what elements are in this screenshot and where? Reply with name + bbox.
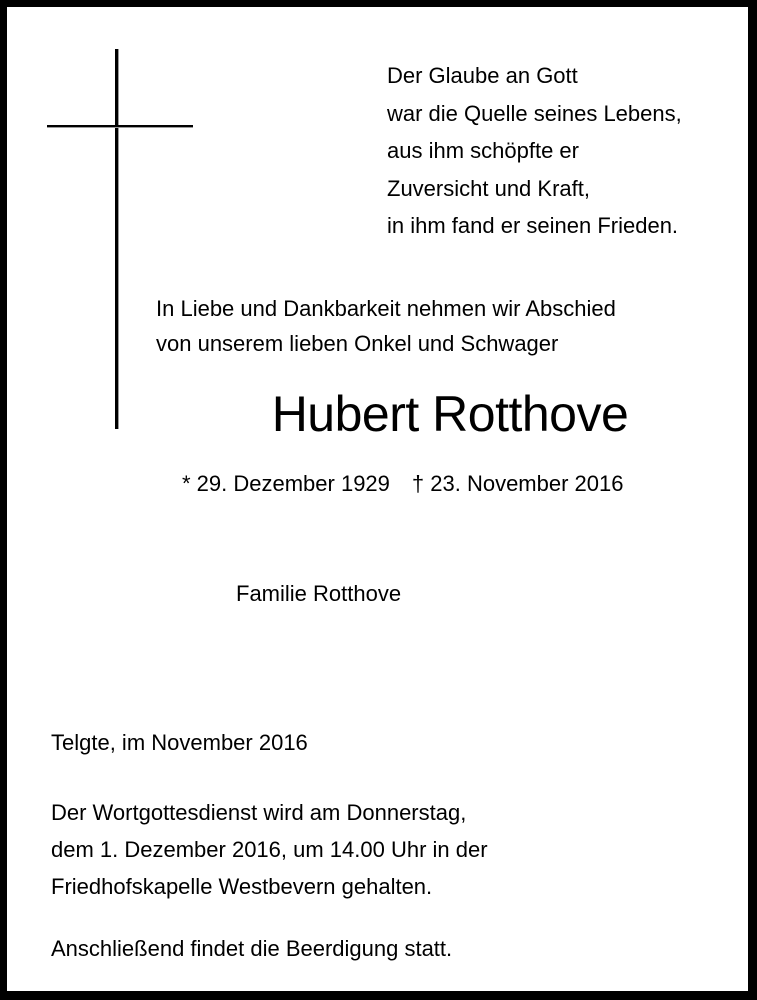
quote-line: war die Quelle seines Lebens,: [387, 100, 682, 126]
quote-line: in ihm fand er seinen Frieden.: [387, 213, 679, 238]
death-date: † 23. November 2016: [411, 471, 624, 496]
mourning-family: Familie Rotthove: [236, 581, 402, 606]
cross-icon: [47, 49, 197, 429]
quote-line: aus ihm schöpfte er: [387, 138, 579, 163]
quote-line: Zuversicht und Kraft,: [387, 175, 590, 201]
faith-quote: [387, 57, 682, 245]
quote-line: Der Glaube an Gott: [387, 63, 578, 88]
service-line: Friedhofskapelle Westbevern gehalten.: [51, 874, 433, 899]
cross-horizontal-beam: [47, 125, 193, 127]
burial-info: Anschließend findet die Beerdigung statt.: [51, 936, 453, 961]
service-line: dem 1. Dezember 2016, um 14.00 Uhr in der: [51, 837, 488, 862]
place-and-date: Telgte, im November 2016: [51, 730, 308, 755]
farewell-intro: [156, 291, 616, 361]
service-line: Der Wortgottesdienst wird am Donnerstag,: [51, 800, 467, 825]
intro-line: In Liebe und Dankbarkeit nehmen wir Abschied: [156, 296, 616, 321]
cross-vertical-beam: [115, 49, 118, 429]
life-dates: [182, 469, 623, 499]
service-info: [51, 794, 488, 905]
birth-date: * 29. Dezember 1929: [182, 471, 390, 496]
intro-line: von unserem lieben Onkel und Schwager: [156, 331, 559, 356]
deceased-name: Hubert Rotthove: [271, 386, 629, 442]
